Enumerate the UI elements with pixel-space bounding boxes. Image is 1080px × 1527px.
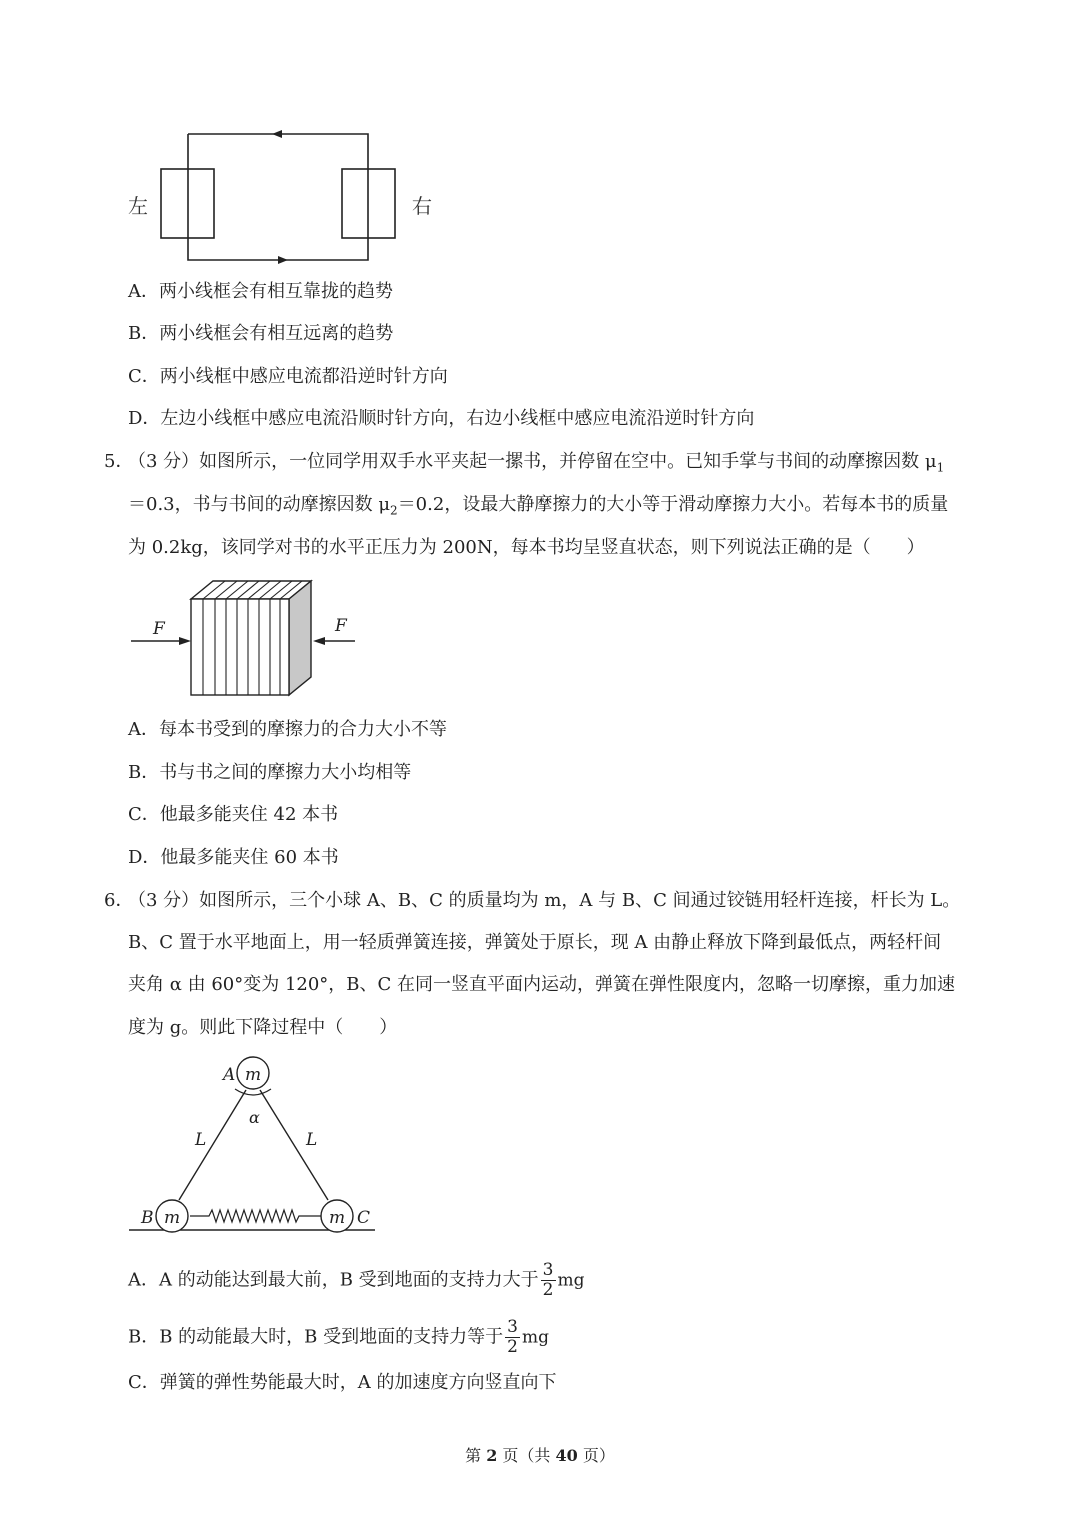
q4-option-c: C．两小线框中感应电流都沿逆时针方向 [128, 366, 448, 387]
total-pages: 40 [555, 1446, 578, 1465]
figure-triangle-spring [125, 1055, 385, 1235]
rod-ab [179, 1090, 246, 1200]
mass-a: m [245, 1065, 262, 1085]
q6-number: 6． [104, 890, 134, 911]
rod-label-left: L [195, 1130, 207, 1150]
current-arrow-top [272, 130, 282, 138]
q6-option-a: A．A 的动能达到最大前，B 受到地面的支持力大于 $\frac{3}{2}$ mg [128, 1260, 585, 1300]
force-label-left: F [153, 619, 165, 639]
q4-option-a: A．两小线框会有相互靠拢的趋势 [128, 281, 393, 302]
label-c: C [357, 1208, 371, 1228]
rod-ac [260, 1090, 328, 1200]
current-page: 2 [486, 1446, 498, 1465]
label-b: B [141, 1208, 154, 1228]
q5-stem-line2: ＝0.3，书与书间的动摩擦因数 $\mu_2=0.2$，设最大静摩擦力的大小等于滑动摩擦力大小。若每本书的质量 [128, 494, 949, 518]
fraction-3-2: $\frac{3}{2}$ [507, 1317, 518, 1357]
q6-stem-line3: 夹角 α 由 60°变为 120°，B、C 在同一竖直平面内运动，弹簧在弹性限度内，忽略一切摩擦，重力加速 [128, 974, 956, 995]
figure-book-stack [125, 575, 365, 705]
rod-label-right: L [306, 1130, 318, 1150]
q5-stem-line3: 为 0.2kg，该同学对书的水平正压力为 200N，每本书均呈竖直状态，则下列说法正确的是（ ） [128, 537, 925, 558]
q5-option-d: D．他最多能夹住 60 本书 [128, 847, 339, 868]
q6-stem-line4: 度为 g。则此下降过程中（ ） [128, 1017, 398, 1038]
spring [190, 1210, 321, 1222]
q5-number: 5． [104, 451, 134, 472]
figure-two-coils [120, 120, 450, 270]
q5-stem-line1: （3 分）如图所示，一位同学用双手水平夹起一摞书，并停留在空中。已知手掌与书间的动摩擦因数 $\mu_1$ [128, 451, 945, 475]
q6-option-c: C．弹簧的弹性势能最大时，A 的加速度方向竖直向下 [128, 1372, 557, 1393]
angle-arc [235, 1089, 271, 1095]
mass-c: m [329, 1208, 346, 1228]
label-a: A [223, 1065, 236, 1085]
angle-label: α [249, 1108, 260, 1127]
q6-stem-line1: （3 分）如图所示，三个小球 A、B、C 的质量均为 m，A 与 B、C 间通过铰链用轻杆连接，杆长为 L。 [128, 890, 961, 911]
page-footer: 第 2 页（共 40 页） [465, 1446, 615, 1465]
q5-option-b: B．书与书之间的摩擦力大小均相等 [128, 762, 412, 783]
q6-stem-line2: B、C 置于水平地面上，用一轻质弹簧连接，弹簧处于原长，现 A 由静止释放下降到最低点，两轻杆间 [128, 932, 942, 953]
force-label-right: F [335, 616, 347, 636]
q6-option-b: B．B 的动能最大时，B 受到地面的支持力等于 $\frac{3}{2}$ mg [128, 1317, 549, 1357]
q5-option-a: A．每本书受到的摩擦力的合力大小不等 [128, 719, 447, 740]
left-label: 左 [128, 194, 148, 218]
right-label: 右 [412, 194, 432, 218]
fraction-3-2: $\frac{3}{2}$ [542, 1260, 554, 1300]
current-arrow-bottom [278, 256, 288, 264]
q5-option-c: C．他最多能夹住 42 本书 [128, 804, 339, 825]
q4-option-b: B．两小线框会有相互远离的趋势 [128, 323, 394, 344]
mass-b: m [164, 1208, 181, 1228]
q4-option-d: D．左边小线框中感应电流沿顺时针方向，右边小线框中感应电流沿逆时针方向 [128, 408, 755, 429]
